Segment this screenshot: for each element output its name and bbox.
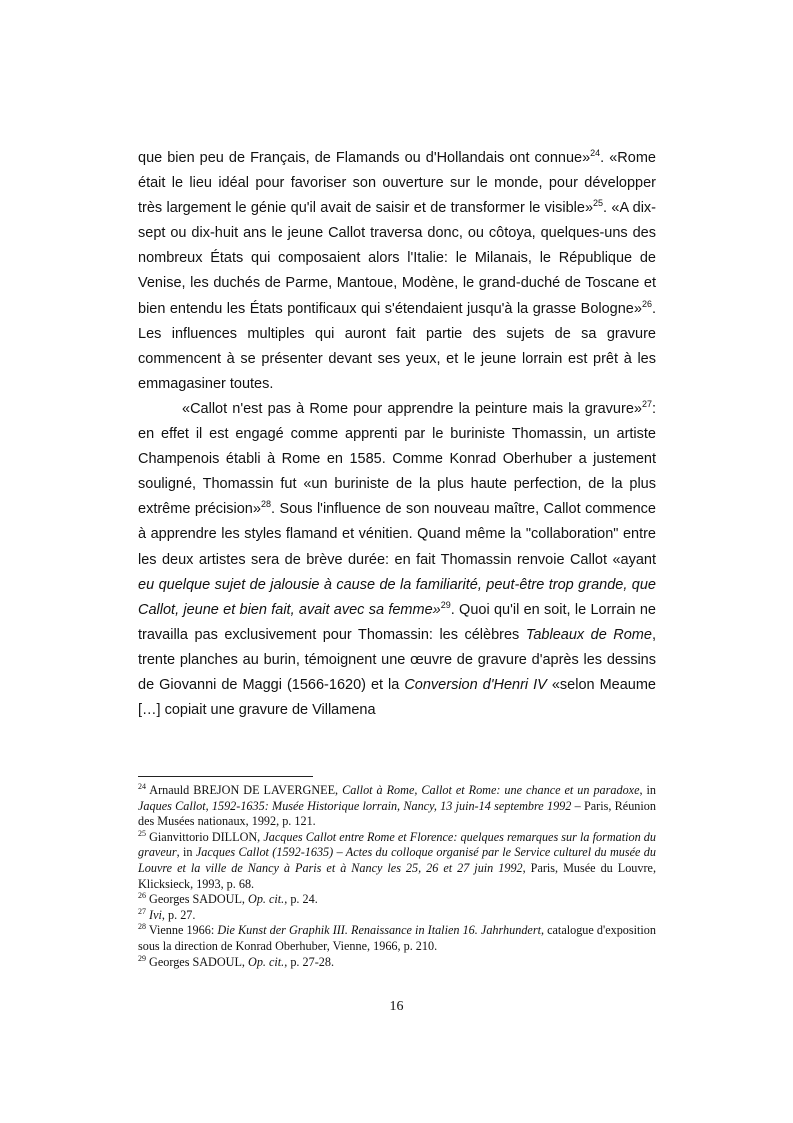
text-run: , in [639,783,656,797]
footnotes [138,783,656,970]
artwork-title: Conversion d'Henri IV [404,676,547,693]
artwork-title: Tableaux de Rome [525,626,652,643]
footnote-24 [138,783,656,830]
text-run: : en effet il est engagé comme apprenti par le buriniste Thomassin, un artiste Champenois établi à Rome en 1585. Comme Konrad Oberhuber a justement souligné, Thomassin fut «un buriniste de la plus haute perfection, de la plus extrême précision» [138,400,656,518]
text-run: «selon Meaume […] copiait une gravure de Villamena [138,676,656,719]
citation-title: Die Kunst der Graphik III. Renaissance in Italien 16. Jahrhundert [217,923,541,938]
text-run: . Les influences multiples qui auront fait partie des sujets de sa gravure commencent à se présenter devant ses yeux, et le jeune lorrain est prêt à les emmagasiner toutes. [138,300,656,392]
footnote-number: 28 [138,922,146,932]
footnote-separator [138,776,313,777]
text-run: «Callot n'est pas à Rome pour apprendre la peinture mais la gravure» [182,400,642,417]
text-run: Arnauld BREJON DE LAVERGNEE, [146,783,343,797]
text-run: , in [176,845,196,860]
text-run: , p. 27. [161,907,196,922]
footnote-ref: 24 [590,148,601,159]
text-run: Georges SADOUL, [146,954,249,969]
citation-title: Op. cit. [248,954,285,969]
text-run: – Paris, Réunion des Musées nationaux, 1992, p. 121. [138,798,656,829]
text-run: , trente planches au burin, témoignent une œuvre de gravure d'après les dessins de Giovanni de Maggi (1566-1620) et la [138,626,656,693]
citation-title: Op. cit. [248,892,285,907]
text-run: Vienne 1966: [146,923,218,938]
text-run: . «A dix-sept ou dix-huit ans le jeune Callot traversa donc, ou côtoya, quelques-uns des nombreux États qui composaient alors l'Italie: le Milanais, le République de Venise, les duchés de Parme, Mantoue, Modène, le grand-duché de Toscane et bien entendu les États pontificaux qui s'étendaient jusqu'à la grasse Bologne» [138,200,656,317]
text-run: Georges SADOUL, [146,892,249,907]
footnote-number: 25 [138,828,146,838]
footnote-ref: 29 [440,599,451,610]
citation-title: Ivi [146,907,162,922]
citation-title: Callot à Rome, Callot et Rome: une chance et un paradoxe [342,783,640,797]
citation-title: Jacques Callot entre Rome et Florence: quelques remarques sur la formation du graveur [138,829,656,860]
text-run: . Sous l'influence de son nouveau maître, Callot commence à apprendre les styles flamand et vénitien. Quand même la "collaboration" entre les deux artistes sera de brève durée: en fait Thomassin renvoie Callot «ayant [138,501,656,568]
citation-title: Jaques Callot, 1592-1635: Musée Historique lorrain, Nancy, 13 juin-14 septembre 1992 [138,798,572,813]
footnote-25 [138,830,656,892]
footnote-29 [138,955,656,971]
page-number: 16 [389,999,404,1014]
footnote-27 [138,908,656,924]
text-run: que bien peu de Français, de Flamands ou d'Hollandais ont connue» [138,150,591,166]
footnote-number: 26 [138,891,146,901]
footnote-number: 24 [138,781,146,791]
text-run: , catalogue d'exposition sous la direction de Konrad Oberhuber, Vienne, 1966, p. 210. [138,923,656,953]
text-run: , p. 24. [284,892,318,907]
paragraph-1 [138,146,656,397]
citation-title: Jacques Callot (1592-1635) – Actes du colloque organisé par le Service culturel du musée du Louvre et la ville de Nancy à Paris et à Nancy les 25, 26 et 27 juin 1992 [138,845,656,875]
footnote-number: 29 [138,953,146,963]
paragraph-2 [138,397,656,723]
footnote-26 [138,892,656,908]
footnote-number: 27 [138,906,146,916]
footnote-ref: 28 [260,499,271,510]
quotation: eu quelque sujet de jalousie à cause de la familiarité, peut-être trop grande, que Callot, jeune et bien fait, avait avec sa femme» [138,576,656,618]
main-text [138,146,656,723]
footnote-ref: 26 [641,298,652,309]
text-run: Gianvittorio DILLON, [146,829,264,844]
footnote-ref: 25 [593,198,604,209]
text-run: , p. 27-28. [284,954,334,969]
text-run: . Quoi qu'il en soit, le Lorrain ne travailla pas exclusivement pour Thomassin: les célèbres [138,601,656,643]
footnote-28 [138,923,656,954]
footnote-ref: 27 [641,399,652,410]
text-run: . «Rome était le lieu idéal pour favoriser son ouverture sur le monde, pour développer très largement le génie qu'il avait de saisir et de transformer le visible» [138,150,656,217]
text-run: , Paris, Musée du Louvre, Klicksieck, 1993, p. 68. [138,860,656,891]
